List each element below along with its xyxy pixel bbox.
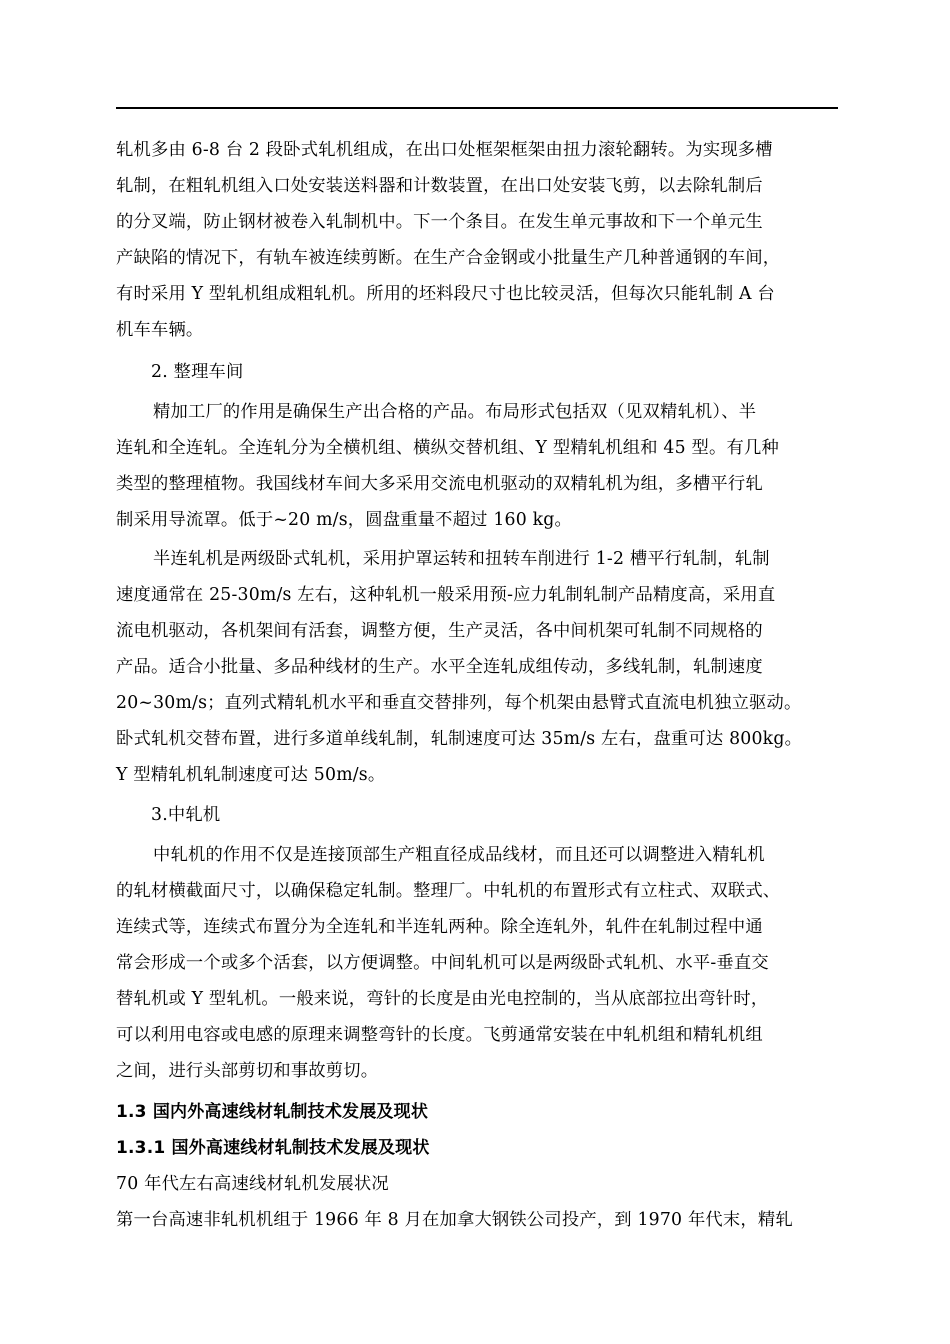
paragraph-line: 流电机驱动，各机架间有活套，调整方便，生产灵活，各中间机架可轧制不同规格的	[116, 621, 763, 641]
paragraph-line: 常会形成一个或多个活套，以方便调整。中间轧机可以是两级卧式轧机、水平-垂直交	[116, 953, 769, 973]
section-heading-2: 2. 整理车间	[151, 362, 244, 382]
paragraph-line: 产品。适合小批量、多品种线材的生产。水平全连轧成组传动，多线轧制，轧制速度	[116, 657, 763, 677]
paragraph-line: 卧式轧机交替布置，进行多道单线轧制，轧制速度可达 35m/s 左右，盘重可达 800kg。	[116, 729, 803, 749]
paragraph-line: 替轧机或 Y 型轧机。一般来说，弯针的长度是由光电控制的，当从底部拉出弯针时，	[116, 989, 769, 1009]
paragraph-line: 之间，进行头部剪切和事故剪切。	[116, 1061, 379, 1081]
paragraph-line: 产缺陷的情况下，有轨车被连续剪断。在生产合金钢或小批量生产几种普通钢的车间，	[116, 248, 781, 268]
paragraph-line: 轧机多由 6-8 台 2 段卧式轧机组成，在出口处框架框架由扭力滚轮翻转。为实现多槽	[116, 140, 773, 160]
paragraph-line: 70 年代左右高速线材轧机发展状况	[116, 1174, 389, 1194]
paragraph-line: 速度通常在 25-30m/s 左右，这种轧机一般采用预-应力轧制轧制产品精度高，采用直	[116, 585, 776, 605]
subsubsection-heading: 1.3.1 国外高速线材轧制技术发展及现状	[116, 1138, 430, 1158]
section-heading-3: 3.中轧机	[151, 805, 221, 825]
paragraph-line: 第一台高速非轧机机组于 1966 年 8 月在加拿大钢铁公司投产，到 1970 年代末，精轧	[116, 1210, 793, 1230]
subsection-heading: 1.3 国内外高速线材轧制技术发展及现状	[116, 1102, 429, 1122]
paragraph-line: 机车车辆。	[116, 320, 204, 340]
paragraph-line: 半连轧机是两级卧式轧机，采用护罩运转和扭转车削进行 1-2 槽平行轧制，轧制	[153, 549, 770, 569]
header-rule	[116, 107, 838, 109]
paragraph-line: 制采用导流罩。低于~20 m/s，圆盘重量不超过 160 kg。	[116, 510, 573, 530]
paragraph-line: 的分叉端，防止钢材被卷入轧制机中。下一个条目。在发生单元事故和下一个单元生	[116, 212, 763, 232]
paragraph-line: 中轧机的作用不仅是连接顶部生产粗直径成品线材，而且还可以调整进入精轧机	[153, 845, 765, 865]
paragraph-line: 精加工厂的作用是确保生产出合格的产品。布局形式包括双（见双精轧机）、半	[153, 402, 757, 422]
paragraph-line: 有时采用 Y 型轧机组成粗轧机。所用的坯料段尺寸也比较灵活，但每次只能轧制 A 台	[116, 284, 775, 304]
paragraph-line: 连续式等，连续式布置分为全连轧和半连轧两种。除全连轧外，轧件在轧制过程中通	[116, 917, 763, 937]
paragraph-line: 的轧材横截面尺寸，以确保稳定轧制。整理厂。中轧机的布置形式有立柱式、双联式、	[116, 881, 781, 901]
paragraph-line: 轧制，在粗轧机组入口处安装送料器和计数装置，在出口处安装飞剪，以去除轧制后	[116, 176, 763, 196]
paragraph-line: Y 型精轧机轧制速度可达 50m/s。	[116, 765, 386, 785]
paragraph-line: 类型的整理植物。我国线材车间大多采用交流电机驱动的双精轧机为组，多槽平行轧	[116, 474, 763, 494]
paragraph-line: 可以利用电容或电感的原理来调整弯针的长度。飞剪通常安装在中轧机组和精轧机组	[116, 1025, 763, 1045]
paragraph-line: 连轧和全连轧。全连轧分为全横机组、横纵交替机组、Y 型精轧机组和 45 型。有几种	[116, 438, 779, 458]
paragraph-line: 20~30m/s；直列式精轧机水平和垂直交替排列，每个机架由悬臂式直流电机独立驱动。	[116, 693, 802, 713]
